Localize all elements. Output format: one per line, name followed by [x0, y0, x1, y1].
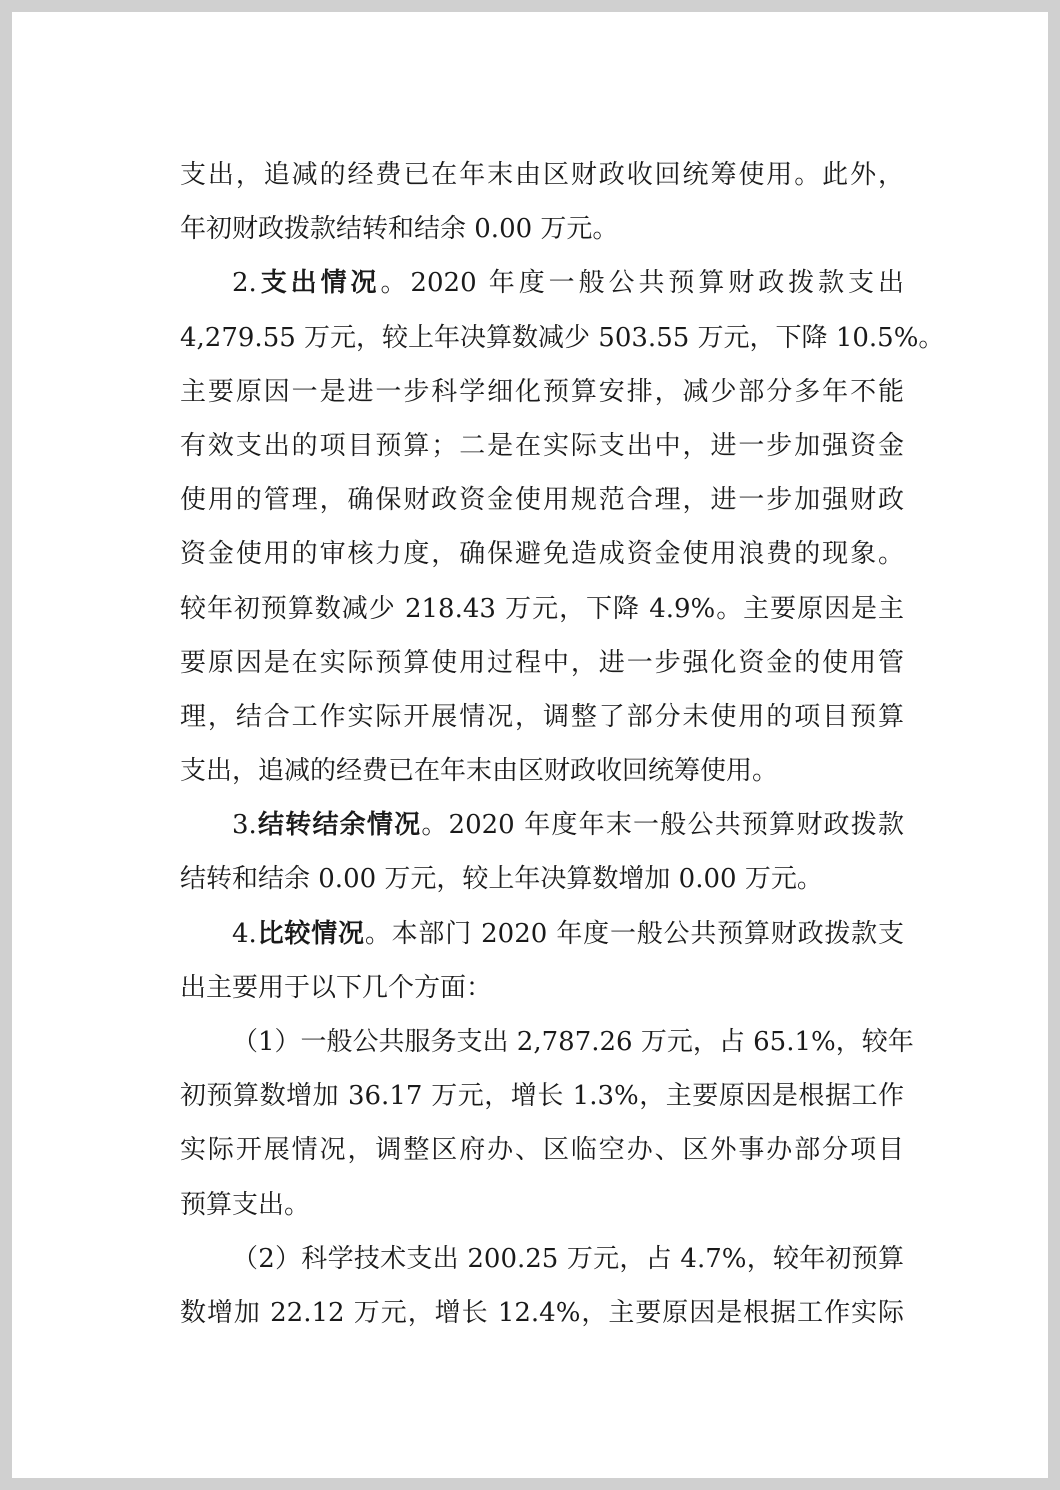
document-body [180, 148, 945, 1340]
text-line [180, 961, 904, 1015]
text-line [180, 1069, 904, 1123]
line-text: 年初财政拨款结转和结余 0.00 万元。 [180, 214, 619, 245]
line-text: 资金使用的审核力度，确保避免造成资金使用浪费的现象。 [180, 539, 904, 570]
line-text: 实际开展情况，调整区府办、区临空办、区外事办部分项目 [180, 1135, 904, 1166]
text-line [180, 1123, 904, 1177]
line-text: 结转和结余 0.00 万元，较上年决算数增加 0.00 万元。 [180, 864, 823, 895]
text-line [180, 690, 904, 744]
text-line [180, 202, 904, 256]
line-text: 理，结合工作实际开展情况，调整了部分未使用的项目预算 [180, 701, 904, 732]
text-line [180, 907, 904, 961]
line-text: 预算支出。 [180, 1189, 311, 1220]
text-line [180, 473, 904, 527]
line-text: 。2020 年度年末一般公共预算财政拨款 [421, 810, 904, 841]
text-line [180, 636, 904, 690]
text-line [180, 256, 904, 310]
section-number: 3. [232, 810, 257, 841]
line-text: 主要原因一是进一步科学细化预算安排，减少部分多年不能 [180, 376, 904, 407]
line-text: 。2020 年度一般公共预算财政拨款支出 [380, 268, 904, 299]
section-number: 2. [232, 268, 257, 299]
text-line [180, 582, 904, 636]
text-line [180, 419, 904, 473]
line-text: 数增加 22.12 万元，增长 12.4%，主要原因是根据工作实际 [180, 1297, 904, 1328]
text-line [180, 798, 904, 852]
line-text: 4,279.55 万元，较上年决算数减少 503.55 万元，下降 10.5%。 [180, 322, 945, 353]
text-line [180, 527, 904, 581]
section-heading: 支出情况 [256, 268, 381, 299]
line-text: 有效支出的项目预算；二是在实际支出中，进一步加强资金 [180, 430, 904, 461]
line-text: 支出，追减的经费已在年末由区财政收回统筹使用。 [180, 756, 779, 787]
line-text: 出主要用于以下几个方面： [180, 972, 493, 1003]
line-text: （1）一般公共服务支出 2,787.26 万元，占 65.1%，较年 [232, 1027, 914, 1057]
text-line [180, 365, 904, 419]
line-text: 初预算数增加 36.17 万元，增长 1.3%，主要原因是根据工作 [180, 1081, 904, 1112]
line-text: 使用的管理，确保财政资金使用规范合理，进一步加强财政 [180, 485, 904, 516]
text-line [180, 744, 904, 798]
section-heading: 比较情况 [256, 918, 365, 949]
section-number: 4. [232, 918, 257, 949]
line-text: 支出，追减的经费已在年末由区财政收回统筹使用。此外， [180, 160, 904, 190]
line-text: （2）科学技术支出 200.25 万元，占 4.7%，较年初预算 [232, 1243, 904, 1274]
text-line [180, 1015, 914, 1069]
text-line [180, 1232, 904, 1286]
text-line [180, 311, 945, 365]
line-text: 要原因是在实际预算使用过程中，进一步强化资金的使用管 [180, 647, 904, 678]
text-line [180, 852, 904, 906]
text-line [180, 1286, 904, 1340]
line-text: 较年初预算数减少 218.43 万元，下降 4.9%。主要原因是主 [180, 593, 904, 624]
section-heading: 结转结余情况 [256, 810, 422, 841]
text-line [180, 148, 904, 202]
line-text: 。本部门 2020 年度一般公共预算财政拨款支 [364, 918, 904, 949]
text-line [180, 1178, 904, 1232]
